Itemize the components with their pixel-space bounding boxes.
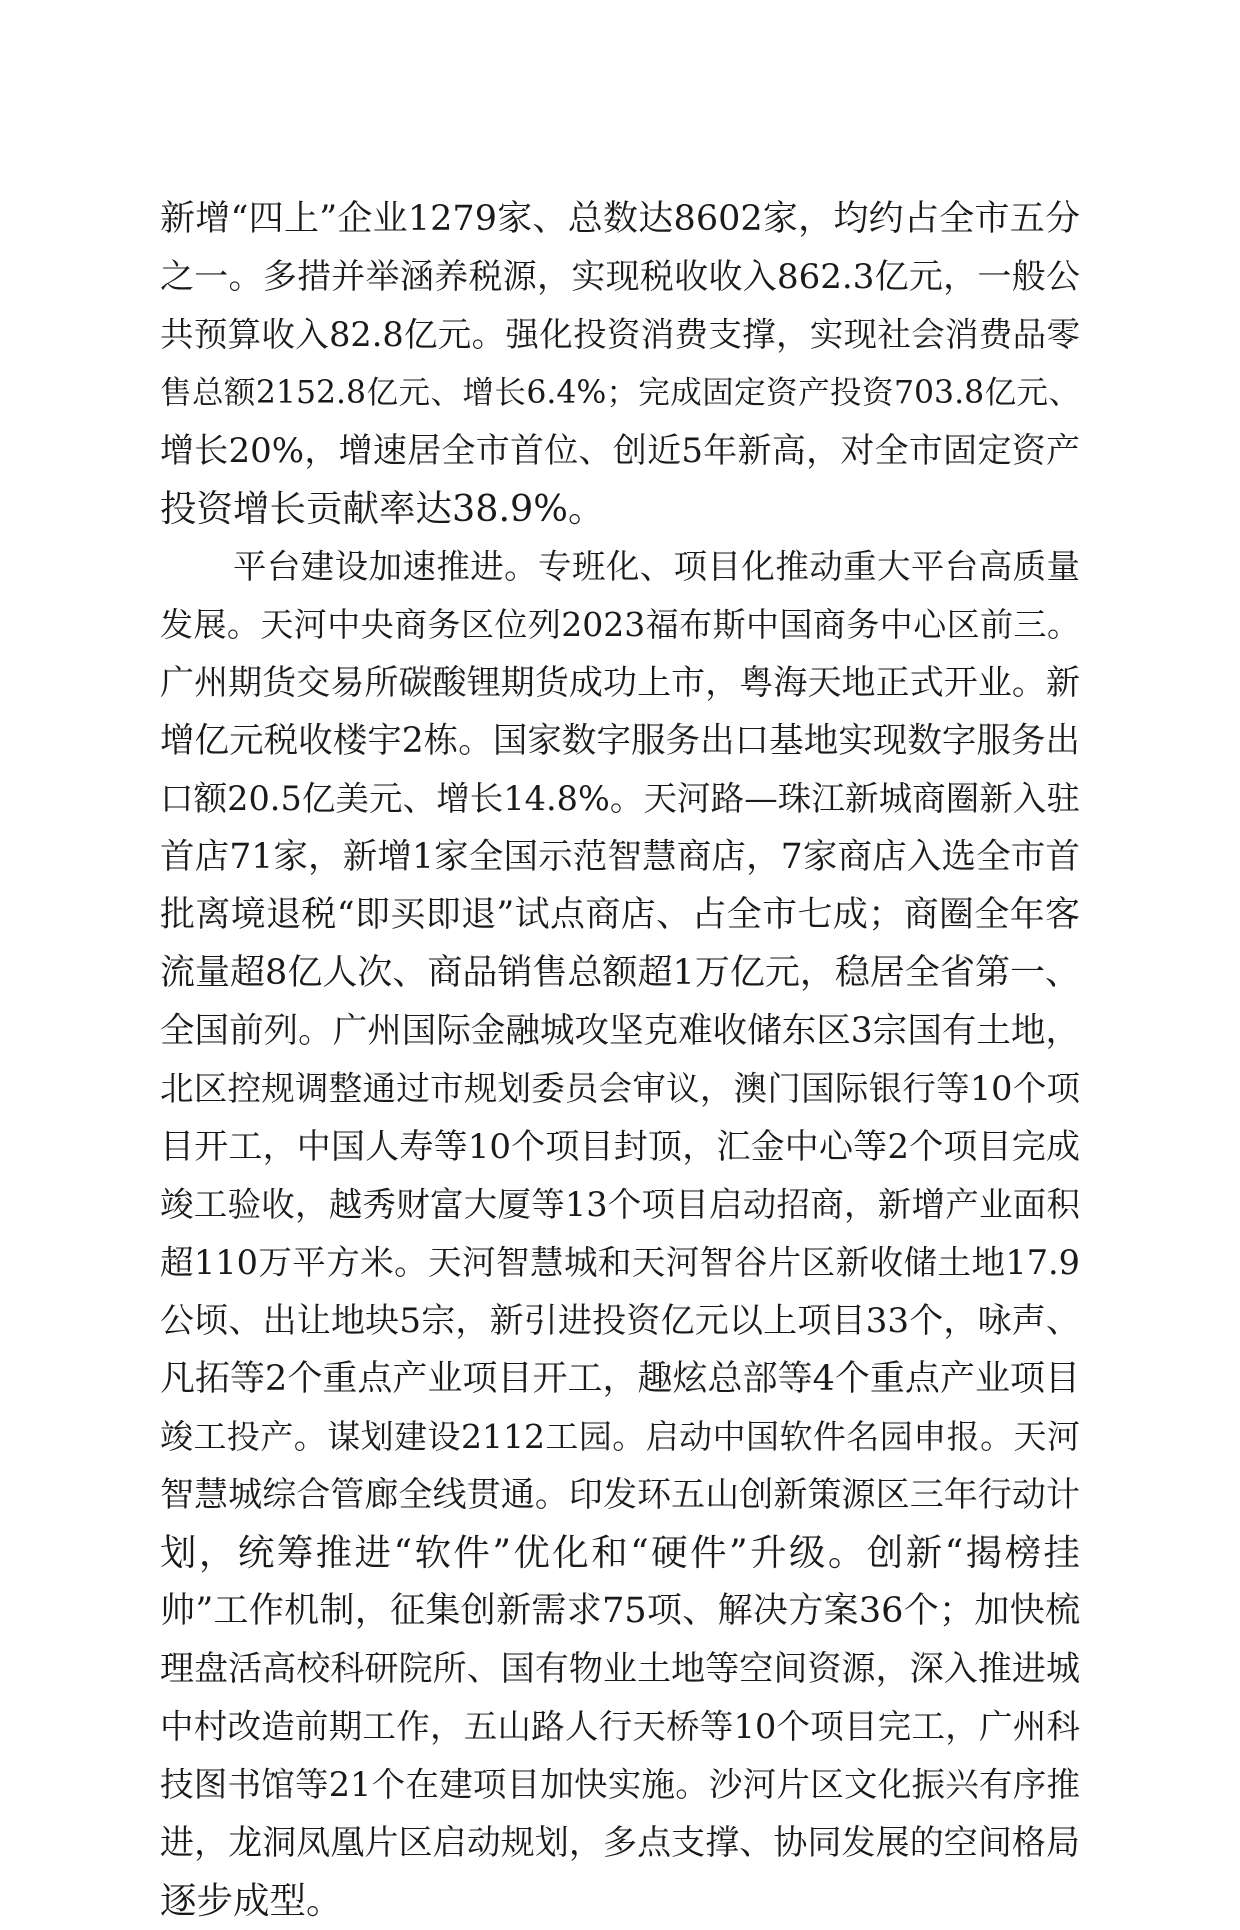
paragraph-2	[160, 538, 1080, 1930]
text-line: 逐步成型。	[160, 1879, 343, 1922]
text-line: 超110万平方米。天河智慧城和天河智谷片区新收储土地17.9	[160, 1243, 1080, 1282]
text-line: 广州期货交易所碳酸锂期货成功上市，粤海天地正式开业。新	[160, 663, 1080, 703]
text-line: 批离境退税“即买即退”试点商店、占全市七成；商圈全年客	[160, 895, 1080, 935]
text-line: 增长20%，增速居全市首位、创近5年新高，对全市固定资产	[160, 431, 1080, 471]
text-line: 全国前列。广州国际金融城攻坚克难收储东区3宗国有土地，	[160, 1011, 1080, 1051]
body-text	[160, 190, 1080, 1930]
text-line: 之一。多措并举涵养税源，实现税收收入862.3亿元，一般公	[160, 257, 1080, 297]
text-line: 投资增长贡献率达38.9%。	[160, 487, 605, 530]
text-line: 目开工，中国人寿等10个项目封顶，汇金中心等2个项目完成	[160, 1127, 1080, 1167]
text-line: 公顷、出让地块5宗，新引进投资亿元以上项目33个，咏声、	[160, 1301, 1080, 1341]
text-line: 帅”工作机制，征集创新需求75项、解决方案36个；加快梳	[160, 1591, 1080, 1631]
text-line: 理盘活高校科研院所、国有物业土地等空间资源，深入推进城	[160, 1649, 1080, 1689]
text-line: 进，龙洞凤凰片区启动规划，多点支撑、协同发展的空间格局	[160, 1823, 1080, 1863]
text-line: 首店71家，新增1家全国示范智慧商店，7家商店入选全市首	[160, 837, 1080, 877]
text-line: 中村改造前期工作，五山路人行天桥等10个项目完工，广州科	[160, 1707, 1080, 1746]
text-line: 增亿元税收楼宇2栋。国家数字服务出口基地实现数字服务出	[160, 721, 1080, 761]
text-line: 北区控规调整通过市规划委员会审议，澳门国际银行等10个项	[160, 1069, 1080, 1108]
text-line: 技图书馆等21个在建项目加快实施。沙河片区文化振兴有序推	[160, 1765, 1080, 1804]
text-line: 智慧城综合管廊全线贯通。印发环五山创新策源区三年行动计	[160, 1475, 1080, 1515]
text-line: 口额20.5亿美元、增长14.8%。天河路—珠江新城商圈新入驻	[160, 779, 1080, 818]
text-line: 共预算收入82.8亿元。强化投资消费支撑，实现社会消费品零	[160, 315, 1080, 354]
paragraph-1	[160, 190, 1080, 538]
text-line: 流量超8亿人次、商品销售总额超1万亿元，稳居全省第一、	[160, 953, 1080, 993]
text-line: 凡拓等2个重点产业项目开工，趣炫总部等4个重点产业项目	[160, 1359, 1080, 1399]
text-line: 划，统筹推进“软件”优化和“硬件”升级。创新“揭榜挂	[160, 1531, 1080, 1574]
text-line: 发展。天河中央商务区位列2023福布斯中国商务中心区前三。	[160, 605, 1080, 644]
text-line: 竣工验收，越秀财富大厦等13个项目启动招商，新增产业面积	[160, 1185, 1080, 1224]
text-line: 平台建设加速推进。专班化、项目化推动重大平台高质量	[233, 547, 1080, 586]
text-line: 售总额2152.8亿元、增长6.4%；完成固定资产投资703.8亿元、	[160, 375, 1080, 411]
text-line: 竣工投产。谋划建设2112工园。启动中国软件名园申报。天河	[160, 1417, 1080, 1456]
text-line: 新增“四上”企业1279家、总数达8602家，均约占全市五分	[160, 199, 1080, 239]
